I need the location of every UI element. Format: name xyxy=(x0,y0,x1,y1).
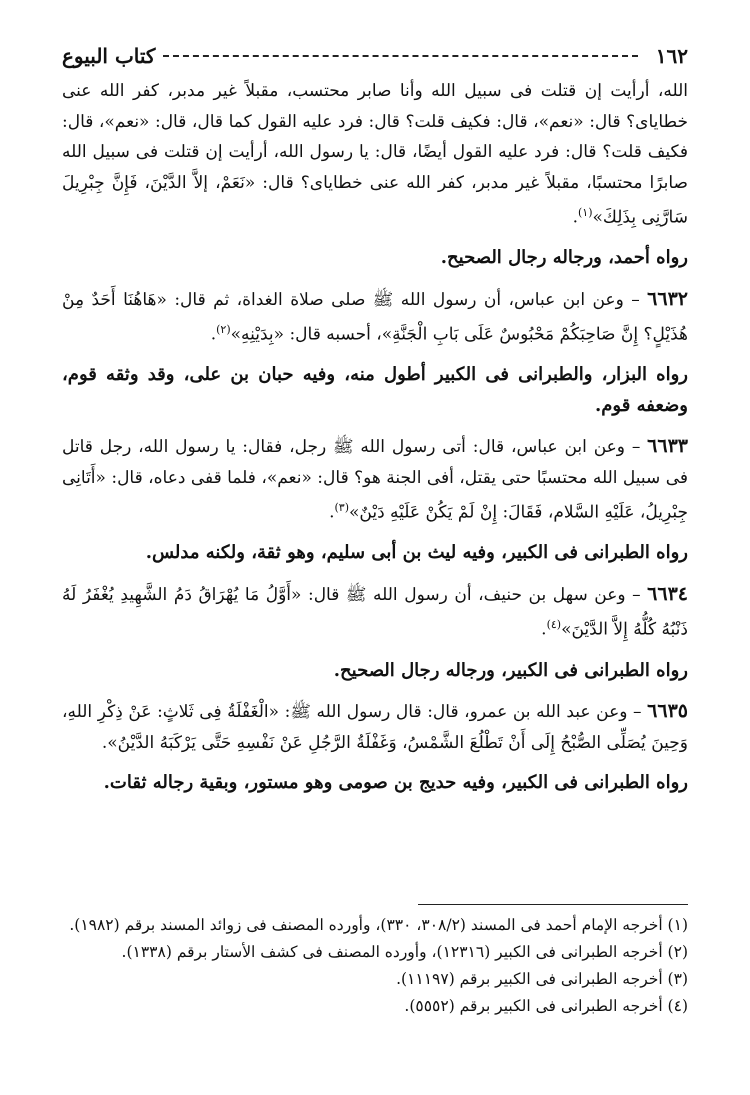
hadith-6632: ٦٦٣٢ – وعن ابن عباس، أن رسول الله ﷺ صلى صلاة الغداة، ثم قال: «هَاهُنَا أَحَدٌ مِنْ هُذَيْلٍ؟ إِنَّ صَاحِبَكُمْ مَحْبُوسٌ عَلَى بَابِ الْجَنَّةِ»، أحسبه قال: «بِدَيْنِهِ»$^{(٢)}$. xyxy=(62,287,688,345)
page-body xyxy=(62,76,688,799)
narration-note-3: رواه الطبرانى فى الكبير، وفيه ليث بن أبى سليم، وهو ثقة، ولكنه مدلس. xyxy=(145,542,688,564)
hadith-number: ٦٦٣٤ xyxy=(647,582,688,605)
book-title: كتاب البيوع xyxy=(62,44,156,68)
header-dashed-rule xyxy=(163,55,637,57)
hadith-6635: ٦٦٣٥ – وعن عبد الله بن عمرو، قال: قال رسول الله ﷺ: «الْغَفْلَةُ فِى ثَلاثٍ: عَنْ ذِكْرِ اللهِ، وَحِينَ يُصَلِّى الصُّبْحُ إِلَى أَنْ تَطْلُعَ الشَّمْسُ، وَغَفْلَةُ الرَّجُلِ عَنْ نَفْسِهِ حَتَّى يَرْكَبَهُ الدَّيْنُ». xyxy=(62,700,688,753)
footnote-ref-2: (٢) xyxy=(216,323,231,337)
footnote-ref-1: (١) xyxy=(577,206,593,219)
narration-note-2: رواه البزار، والطبرانى فى الكبير أطول منه، وفيه حبان بن على، وقد وثقه قوم، وضعفه قوم. xyxy=(62,364,688,416)
page-number: ١٦٢ xyxy=(655,44,688,68)
footnote-4: (٤) أخرجه الطبرانى فى الكبير برقم (٥٥٥٢). xyxy=(404,997,688,1015)
hadith-number: ٦٦٣٣ xyxy=(647,435,688,458)
narration-note-4: رواه الطبرانى فى الكبير، ورجاله رجال الصحيح. xyxy=(333,659,688,681)
footnotes xyxy=(62,912,688,1020)
footnote-2: (٢) أخرجه الطبرانى فى الكبير (١٢٣١٦)، وأورده المصنف فى كشف الأستار برقم (١٣٣٨). xyxy=(121,943,688,961)
hadith-6634: ٦٦٣٤ – وعن سهل بن حنيف، أن رسول الله ﷺ قال: «أَوَّلُ مَا يُهْرَاقُ دَمُ الشَّهِيدِ يُغْفَرُ لَهُ ذَنْبُهُ كُلُّهُ إِلاَّ الدَّيْنَ»$^{(٤)}$. xyxy=(62,582,688,641)
hadith-number: ٦٦٣٢ xyxy=(647,287,688,310)
hadith-number: ٦٦٣٥ xyxy=(647,700,688,723)
hadith-continuation: الله، أرأيت إن قتلت فى سبيل الله وأنا صابر محتسب، مقبلاً غير مدبر، كفر الله عنى خطاياى؟ قال: «نعم»، قال: فكيف قلت؟ قال: فرد عليه القول كما قال، قال: «نعم»، قال: فكيف قلت؟ قال: فرد عليه القول أيضًا، قال: يا رسول الله، أرأيت إن قتلت فى سبيل الله صابرًا محتسبًا، مقبلاً غير مدبر، كفر الله عنى خطاياى؟ قال: «نَعَمْ، إلاَّ الدَّيْنَ، فَإِنَّ جِبْرِيلَ سَارَّنِى بِذَلِكَ»$^{(١)}$. xyxy=(62,81,688,228)
footnote-separator xyxy=(418,904,688,905)
footnote-ref-4: (٤) xyxy=(546,618,562,632)
hadith-6633: ٦٦٣٣ – وعن ابن عباس، قال: أتى رسول الله ﷺ رجل، فقال: يا رسول الله، رجل قاتل فى سبيل الله محتسبًا حتى يقتل، أفى الجنة هو؟ قال: «نعم»، فلما قفى دعاه، قال: «أَتَانِى جِبْرِيلُ، عَلَيْهِ السَّلام، فَقَالَ: إِنْ لَمْ يَكُنْ عَلَيْهِ دَيْنٌ»$^{(٣)}$. xyxy=(62,435,688,523)
narration-note-1: رواه أحمد، ورجاله رجال الصحيح. xyxy=(440,247,688,269)
narration-note-5: رواه الطبرانى فى الكبير، وفيه حديج بن صومى وهو مستور، وبقية رجاله ثقات. xyxy=(103,772,688,794)
footnote-1: (١) أخرجه الإمام أحمد فى المسند (٣٠٨/٢، ٣٣٠)، وأورده المصنف فى زوائد المسند برقم (١٩٨٢). xyxy=(69,916,688,934)
footnote-ref-3: (٣) xyxy=(334,501,349,515)
page-header xyxy=(62,38,688,74)
footnote-3: (٣) أخرجه الطبرانى فى الكبير برقم (١١١٩٧). xyxy=(396,970,688,988)
